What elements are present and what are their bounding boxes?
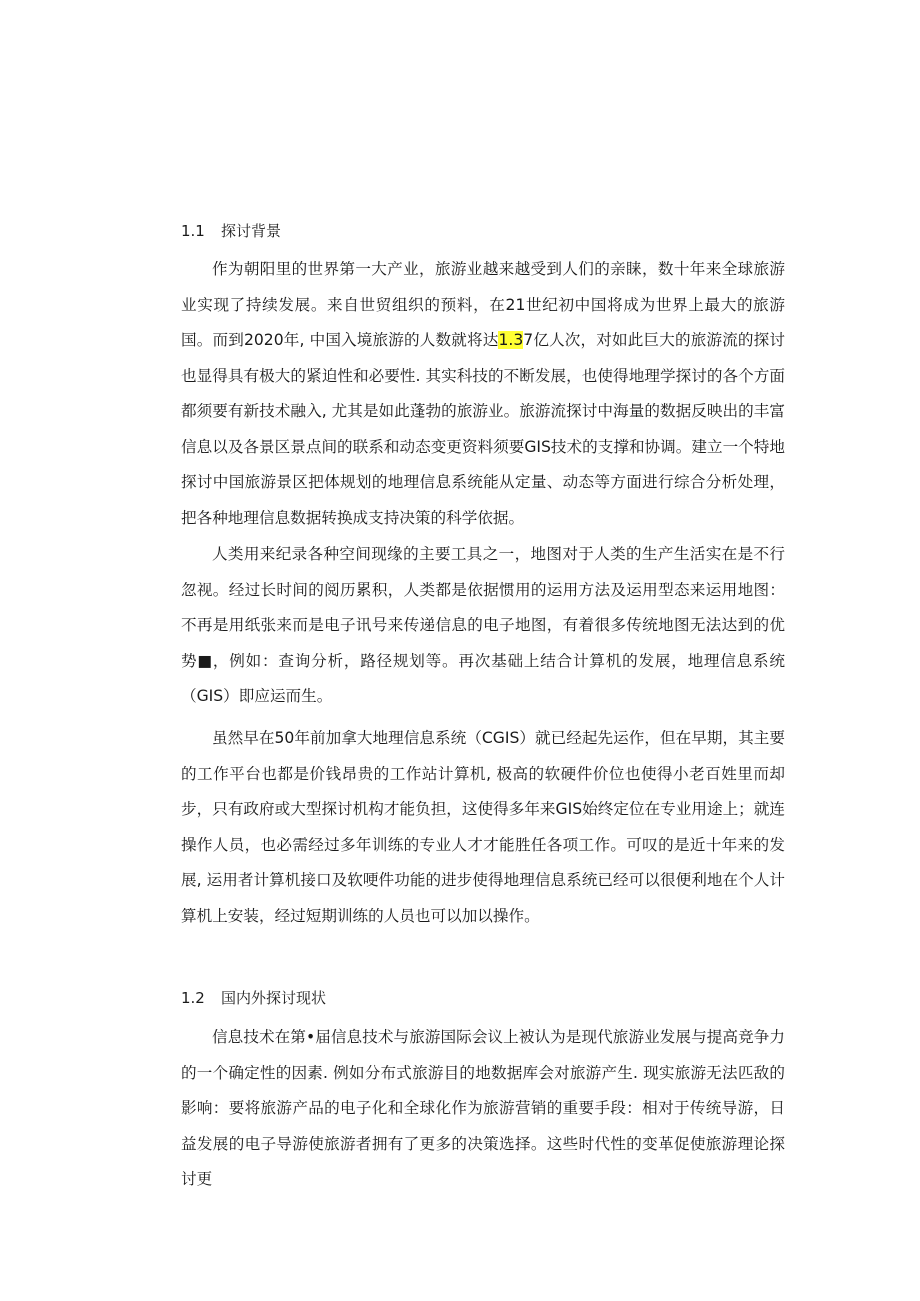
section-heading-1-1	[181, 221, 281, 241]
paragraph-text: 作为朝阳里的世界第一大产业，旅游业越来越受到人们的亲睐，数十年来全球旅游业实现了持续发展。来自世贸组织的预料，在21世纪初中国将成为世界上最大的旅游国。而到2020年, 中国入境旅游的人数就将达	[181, 260, 785, 349]
paragraph-4: 信息技术在第•届信息技术与旅游国际会议上被认为是现代旅游业发展与提高竞争力的一个确定性的因素. 例如分布式旅游目的地数据库会对旅游产生. 现实旅游无法匹敌的影响：要将旅游产品的电子化和全球化作为旅游营销的重要手段：相对于传统导游，日益发展的电子导游使旅游者拥有了更多的决策选择。这些时代性的变革促使旅游理论探讨更	[181, 1028, 785, 1188]
paragraph-3: 虽然早在50年前加拿大地理信息系统（CGIS）就已经起先运作，但在早期，其主要的工作平台也都是价钱昂贵的工作站计算机, 极高的软硬件价位也使得小老百姓里而却步，只有政府或大型探讨机构才能负担，这使得多年来GIS始终定位在专业用途上；就连操作人员，也必需经过多年训练的专业人才才能胜任各项工作。可叹的是近十年来的发展, 运用者计算机接口及软哽件功能的进步使得地理信息系统已经可以很便利地在个人计算机上安装，经过短期训练的人员也可以加以操作。	[181, 729, 785, 925]
section-title: 国内外探讨现状	[221, 989, 327, 1007]
paragraph-text: 7亿人次，对如此巨大的旅游流的探讨也显得具有极大的紧迫性和必要性. 其实科技的不断发展，也使得地理学探讨的各个方面都须要有新技术融入, 尤其是如此蓬勃的旅游业。旅游流探讨中海量的数据反映出的丰富信息以及各景区景点间的联系和动态变更资料须要GIS技术的支撑和协调。建立一个特地探讨中国旅游景区把体规划的地理信息系统能从定量、动态等方面进行综合分析处理，把各种地理信息数据转换成支持决策的科学依据。	[181, 331, 786, 527]
section-number: 1.2	[181, 989, 205, 1007]
section-title: 探讨背景	[221, 222, 282, 240]
section-heading-1-2	[181, 988, 326, 1008]
highlighted-text: 1.3	[498, 331, 524, 349]
paragraph-1	[181, 252, 785, 536]
paragraph-2: 人类用来纪录各种空间现缘的主要工具之一，地图对于人类的生产生活实在是不行忽视。经过长时间的阅历累积，人类都是依据惯用的运用方法及运用型态来运用地图：不再是用纸张来而是电子讯号来传递信息的电子地图，有着很多传统地图无法达到的优势■，例如：查询分析，路径规划等。再次基础上结合计算机的发展，地理信息系统（GIS）即应运而生。	[181, 545, 785, 705]
section-number: 1.1	[181, 222, 205, 240]
